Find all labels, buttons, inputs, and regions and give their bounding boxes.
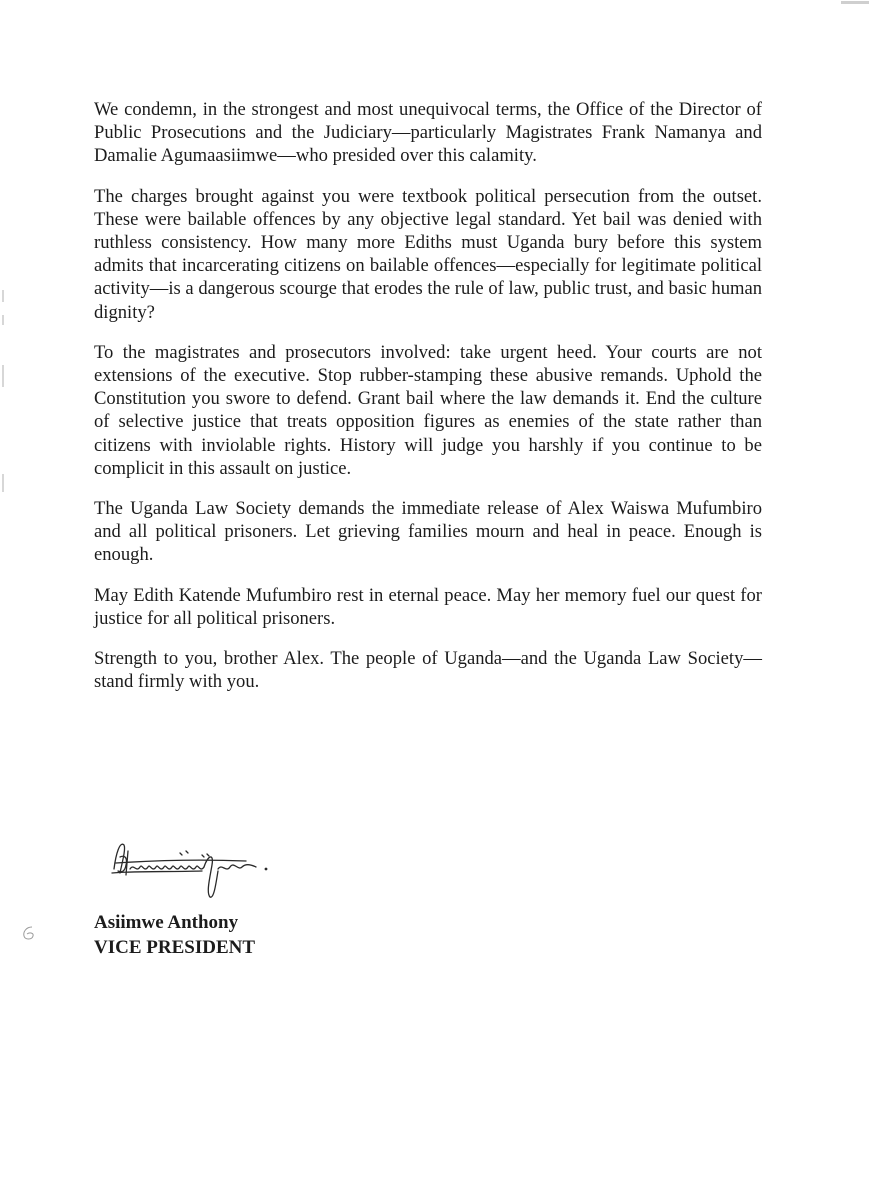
signer-block xyxy=(94,910,255,960)
paragraph-solidarity: Strength to you, brother Alex. The people of Uganda—and the Uganda Law Society—stand firmly with you. xyxy=(94,648,762,693)
paragraph-condemnation: We condemn, in the strongest and most unequivocal terms, the Office of the Director of Public Prosecutions and the Judiciary—particularly Magistrates Frank Namanya and Damalie Agumaasiimwe—who presided over this calamity. xyxy=(94,99,762,167)
scan-edge-mark xyxy=(2,474,4,492)
signer-title: VICE PRESIDENT xyxy=(94,937,256,958)
signature-icon xyxy=(106,833,276,905)
scan-corner-mark xyxy=(841,1,869,4)
scan-edge-mark xyxy=(2,290,4,302)
letter-body xyxy=(94,98,762,710)
paragraph-memorial: May Edith Katende Mufumbiro rest in eternal peace. May her memory fuel our quest for justice for all political prisoners. xyxy=(94,584,762,629)
scan-edge-mark xyxy=(2,315,4,325)
paragraph-magistrates: To the magistrates and prosecutors involved: take urgent heed. Your courts are not extensions of the executive. Stop rubber-stamping these abusive remands. Uphold the Constitution you swore to defend. Grant bail where the law demands it. End the culture of selective justice that treats opposition figures as enemies of the state rather than citizens with inviolable rights. History will judge you harshly if you continue to be complicit in this assault on justice. xyxy=(94,341,762,479)
scan-edge-mark xyxy=(2,365,4,387)
margin-mark-icon xyxy=(20,924,38,942)
paragraph-demand: The Uganda Law Society demands the immediate release of Alex Waiswa Mufumbiro and all political prisoners. Let grieving families mourn and heal in peace. Enough is enough. xyxy=(94,498,762,566)
signer-name: Asiimwe Anthony xyxy=(94,912,239,933)
paragraph-charges: The charges brought against you were textbook political persecution from the outset. These were bailable offences by any objective legal standard. Yet bail was denied with ruthless consistency. How many more Ediths must Uganda bury before this system admits that incarcerating citizens on bailable offences—especially for legitimate political activity—is a dangerous scourge that erodes the rule of law, public trust, and basic human dignity? xyxy=(94,185,762,323)
